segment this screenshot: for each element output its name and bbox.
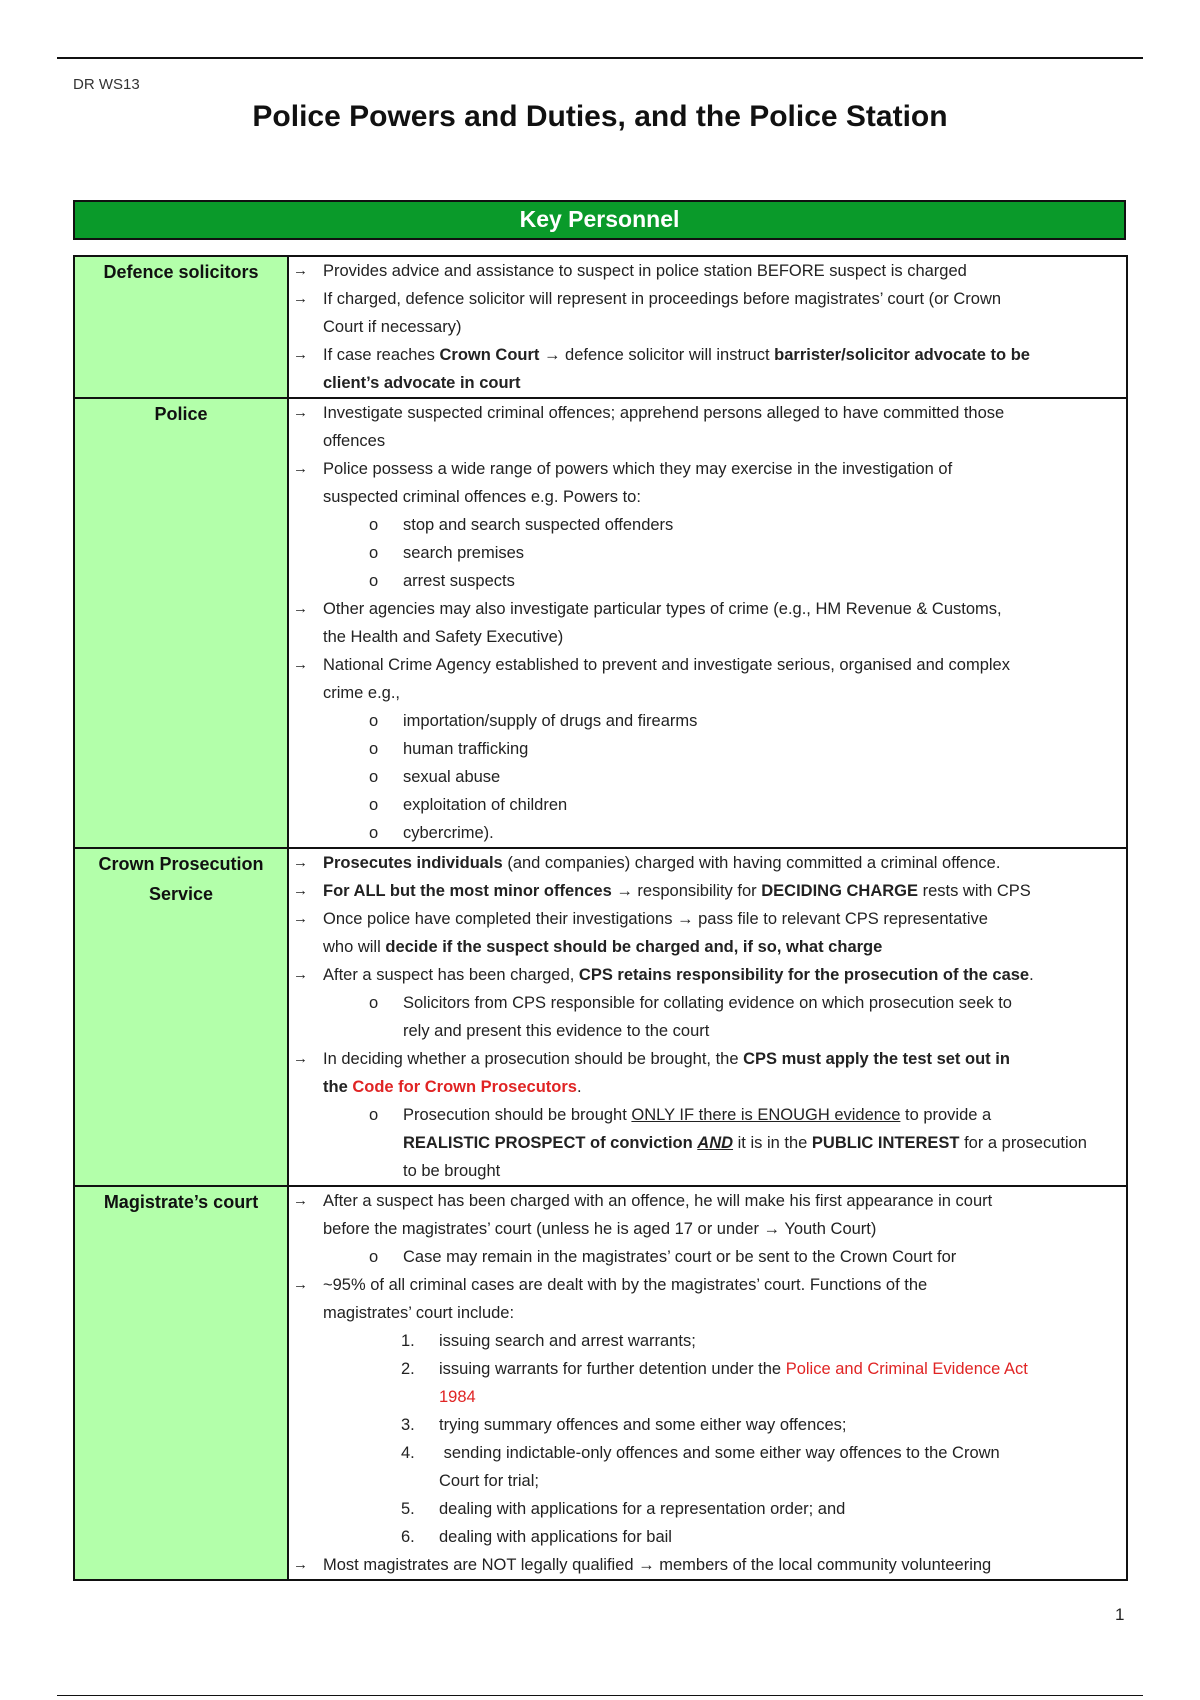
arrow-icon: → <box>293 1556 308 1573</box>
sub-list-item: o stop and search suspected offenders <box>289 511 1126 539</box>
section-header-key-personnel: Key Personnel <box>73 200 1126 240</box>
bullet-icon: o <box>369 1248 379 1266</box>
arrow-icon: → <box>293 404 308 421</box>
bullet-icon: o <box>369 768 379 786</box>
list-item: → After a suspect has been charged, CPS retains responsibility for the prosecution of the case. <box>289 961 1126 989</box>
description-cell <box>288 398 1127 848</box>
list-item-continuation: client’s advocate in court <box>323 374 521 392</box>
page-title: Police Powers and Duties, and the Police Station <box>252 100 948 133</box>
list-item: → ~95% of all criminal cases are dealt with by the magistrates’ court. Functions of the <box>289 1271 1126 1299</box>
sub-list-item-continuation: REALISTIC PROSPECT of conviction AND it is in the PUBLIC INTEREST for a prosecution <box>403 1134 1087 1152</box>
list-item-continuation: the Code for Crown Prosecutors. <box>323 1078 582 1096</box>
role-cell <box>74 398 288 848</box>
list-item: → Investigate suspected criminal offences; apprehend persons alleged to have committed those <box>289 399 1126 427</box>
list-item-continuation: the Health and Safety Executive) <box>323 628 564 646</box>
sub-list-item: o human trafficking <box>289 735 1126 763</box>
table-row <box>74 848 1127 1186</box>
list-item: → Prosecutes individuals (and companies) charged with having committed a criminal offence. <box>289 849 1126 877</box>
sub-list-item: o search premises <box>289 539 1126 567</box>
numbered-item: 6. dealing with applications for bail <box>401 1528 672 1546</box>
table-row <box>74 398 1127 848</box>
document-reference: DR WS13 <box>73 76 140 93</box>
role-cell <box>74 256 288 398</box>
list-item: → Other agencies may also investigate particular types of crime (e.g., HM Revenue & Customs, <box>289 595 1126 623</box>
code-for-crown-prosecutors-reference: Code for Crown Prosecutors <box>352 1078 577 1096</box>
arrow-icon: → <box>293 966 308 983</box>
bullet-icon: o <box>369 544 379 562</box>
bullet-icon: o <box>369 824 379 842</box>
arrow-icon: → <box>293 290 308 307</box>
list-item: → After a suspect has been charged with an offence, he will make his first appearance in court <box>289 1187 1126 1215</box>
sub-list-item-continuation: to be brought <box>403 1162 501 1180</box>
bullet-icon: o <box>369 572 379 590</box>
pace-reference-year: 1984 <box>439 1388 476 1406</box>
bullet-icon: o <box>369 1106 379 1124</box>
sub-list-item: o Case may remain in the magistrates’ court or be sent to the Crown Court for <box>289 1243 1126 1271</box>
bullet-icon: o <box>369 712 379 730</box>
arrow-icon: → <box>293 1192 308 1209</box>
role-cell <box>74 848 288 1186</box>
sub-list-item-continuation: rely and present this evidence to the court <box>403 1022 710 1040</box>
description-cell <box>288 256 1127 398</box>
sub-list-item: o arrest suspects <box>289 567 1126 595</box>
numbered-item: 5. dealing with applications for a representation order; and <box>401 1500 846 1518</box>
arrow-icon: → <box>293 600 308 617</box>
arrow-icon: → <box>293 346 308 363</box>
numbered-item: 1. issuing search and arrest warrants; <box>401 1332 696 1350</box>
arrow-icon: → <box>293 882 308 899</box>
list-item-continuation: offences <box>323 432 386 450</box>
list-item: → If charged, defence solicitor will represent in proceedings before magistrates’ court (or Crown <box>289 285 1126 313</box>
list-item-continuation: suspected criminal offences e.g. Powers to: <box>323 488 641 506</box>
sub-list-item: o importation/supply of drugs and firearms <box>289 707 1126 735</box>
list-item-continuation: crime e.g., <box>323 684 401 702</box>
sub-list-item: o Prosecution should be brought ONLY IF there is ENOUGH evidence to provide a <box>289 1101 1126 1129</box>
list-item: → If case reaches Crown Court → defence solicitor will instruct barrister/solicitor advocate to be <box>289 341 1126 369</box>
sub-list-item: o exploitation of children <box>289 791 1126 819</box>
numbered-item: 3. trying summary offences and some either way offences; <box>401 1416 847 1434</box>
list-item: → Provides advice and assistance to suspect in police station BEFORE suspect is charged <box>289 257 1126 285</box>
numbered-item-continuation: Court for trial; <box>439 1472 539 1490</box>
bullet-icon: o <box>369 796 379 814</box>
key-personnel-table <box>73 255 1128 1581</box>
role-label: Crown Prosecution <box>98 854 264 874</box>
sub-list-item: o sexual abuse <box>289 763 1126 791</box>
arrow-icon: → <box>293 656 308 673</box>
numbered-item-continuation <box>289 1383 1126 1411</box>
list-item-continuation: magistrates’ court include: <box>323 1304 515 1322</box>
arrow-icon: → <box>293 262 308 279</box>
arrow-icon: → <box>293 1276 308 1293</box>
numbered-item: 2. issuing warrants for further detention under the Police and Criminal Evidence Act <box>401 1360 1028 1378</box>
role-label: Defence solicitors <box>103 262 259 282</box>
list-item: → In deciding whether a prosecution should be brought, the CPS must apply the test set out in <box>289 1045 1126 1073</box>
arrow-icon: → <box>293 854 308 871</box>
description-cell <box>288 1186 1127 1580</box>
arrow-icon: → <box>293 1050 308 1067</box>
role-cell <box>74 1186 288 1580</box>
list-item: → Once police have completed their investigations → pass file to relevant CPS representative <box>289 905 1126 933</box>
pace-reference: Police and Criminal Evidence Act <box>785 1360 1028 1378</box>
list-item: → Police possess a wide range of powers which they may exercise in the investigation of <box>289 455 1126 483</box>
list-item-continuation: Court if necessary) <box>323 318 462 336</box>
list-item: → For ALL but the most minor offences → responsibility for DECIDING CHARGE rests with CPS <box>289 877 1126 905</box>
bullet-icon: o <box>369 516 379 534</box>
bottom-rule <box>57 1695 1143 1696</box>
bullet-icon: o <box>369 994 379 1012</box>
bullet-icon: o <box>369 740 379 758</box>
list-item-continuation: who will decide if the suspect should be charged and, if so, what charge <box>323 938 883 956</box>
sub-list-item: o cybercrime). <box>289 819 1126 847</box>
list-item-continuation: before the magistrates’ court (unless he is aged 17 or under → Youth Court) <box>323 1220 877 1238</box>
table-row <box>74 256 1127 398</box>
role-label: Police <box>154 404 208 424</box>
arrow-icon: → <box>293 460 308 477</box>
role-label: Magistrate’s court <box>103 1192 259 1212</box>
description-cell <box>288 848 1127 1186</box>
role-label: Service <box>148 884 214 904</box>
table-row <box>74 1186 1127 1580</box>
list-item: → National Crime Agency established to prevent and investigate serious, organised and complex <box>289 651 1126 679</box>
top-rule <box>57 57 1143 59</box>
page-number: 1 <box>1115 1605 1125 1624</box>
sub-list-item: o Solicitors from CPS responsible for collating evidence on which prosecution seek to <box>289 989 1126 1017</box>
list-item: → Most magistrates are NOT legally qualified → members of the local community volunteering <box>289 1551 1126 1579</box>
arrow-icon: → <box>293 910 308 927</box>
numbered-item: 4. sending indictable-only offences and some either way offences to the Crown <box>401 1444 1000 1462</box>
